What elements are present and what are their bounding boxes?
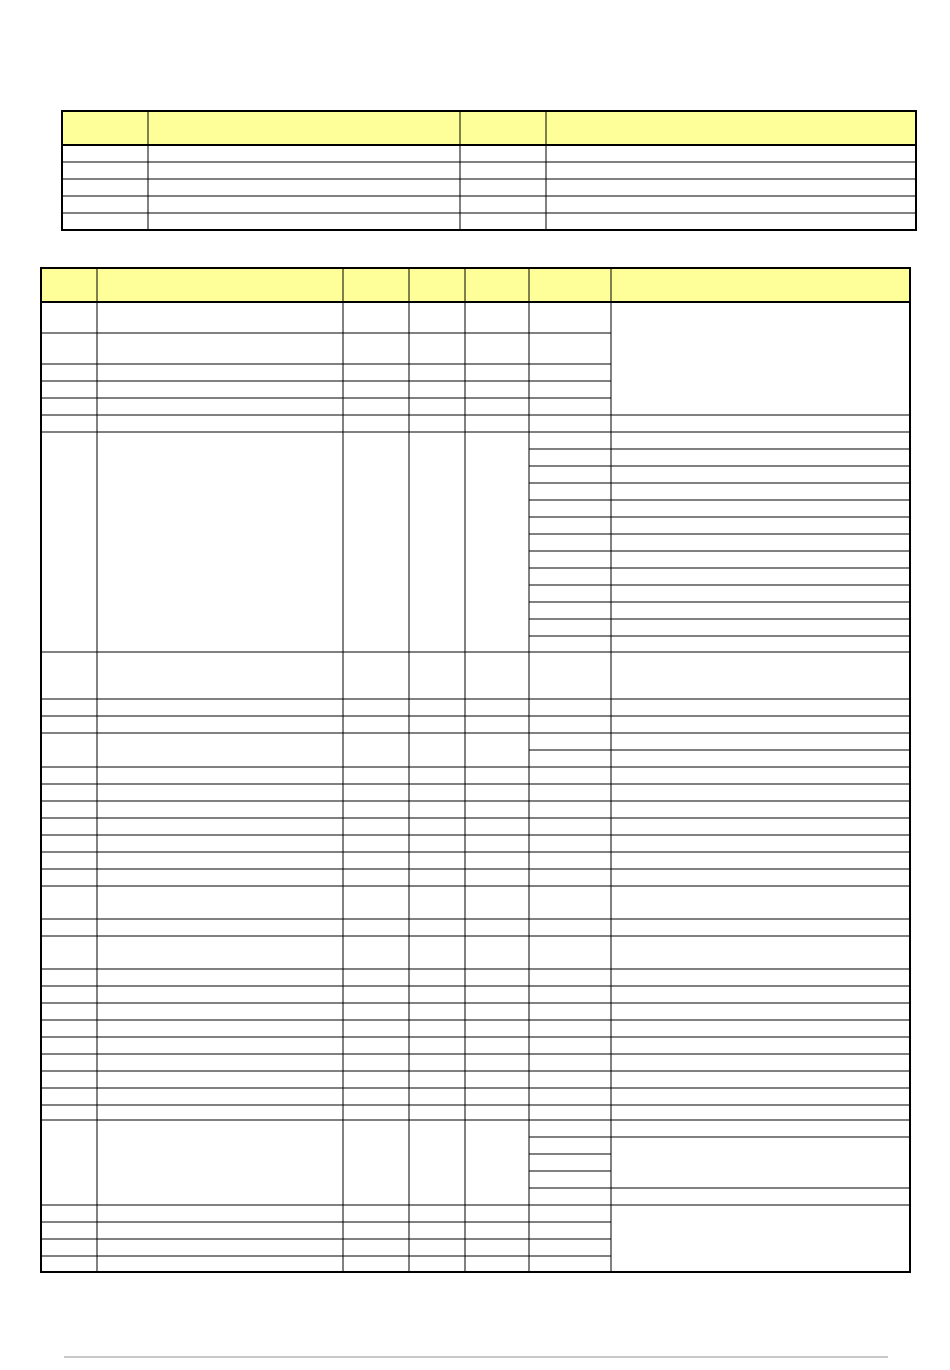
detail-table [41,268,910,1272]
summary-header-band [62,111,916,145]
detail-header-band [41,268,910,302]
footer-rule [64,1356,888,1358]
summary-table [62,111,916,230]
detail-outer-border [41,268,910,1272]
